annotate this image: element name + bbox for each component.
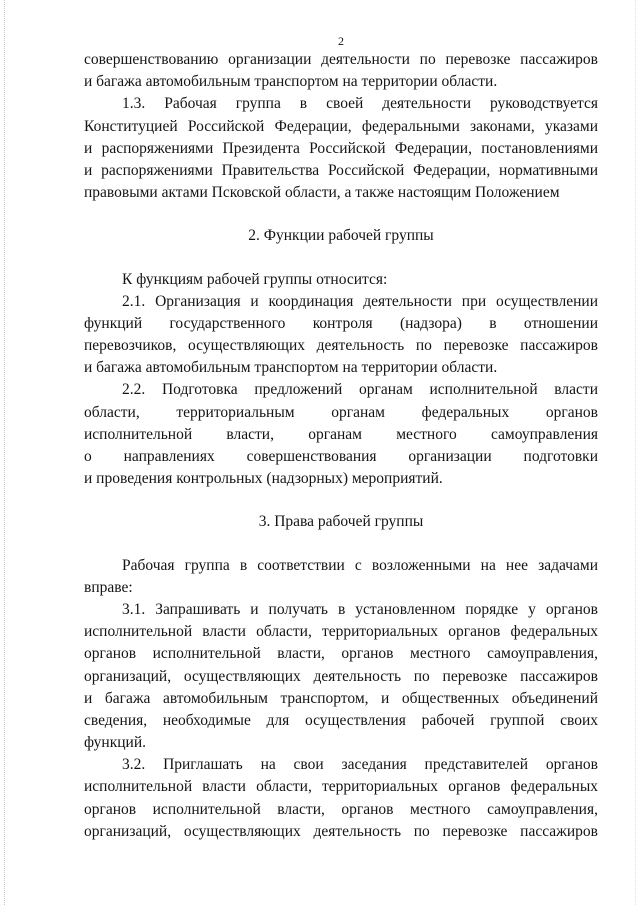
- scan-edge-right: [635, 0, 636, 905]
- text-line: и распоряжениями Президента Российской Федерации, постановлениями: [84, 139, 598, 157]
- text-line: исполнительной власти, органам местного самоуправления: [84, 425, 598, 443]
- text-line: и багажа автомобильным транспортом на территории области.: [84, 73, 498, 91]
- paragraph: [84, 269, 598, 291]
- text-line: исполнительной власти области, территориальных органов федеральных: [84, 623, 598, 641]
- section-heading: 2. Функции рабочей группы: [248, 227, 434, 245]
- page-number: 2: [338, 34, 344, 48]
- paragraph: [84, 93, 598, 204]
- text-line: и багажа автомобильным транспортом, и общественных объединений: [84, 689, 598, 707]
- paragraph: [84, 49, 598, 93]
- text-line: функций.: [84, 734, 146, 752]
- text-line: совершенствованию организации деятельности по перевозке пассажиров: [84, 51, 598, 68]
- text-line: организаций, осуществляющих деятельность по перевозке пассажиров: [84, 822, 598, 840]
- text-line: области, территориальным органам федеральных органов: [84, 403, 598, 421]
- paragraph: [84, 754, 598, 843]
- text-line: функций государственного контроля (надзора) в отношении: [84, 314, 598, 332]
- document-body: [84, 49, 598, 843]
- text-line: организаций, осуществляющих деятельность по перевозке пассажиров: [84, 667, 598, 685]
- text-line: органов исполнительной власти, органов местного самоуправления,: [84, 800, 598, 818]
- scan-edge-left: [4, 0, 5, 905]
- text-line: о направлениях совершенствования организации подготовки: [84, 448, 598, 465]
- text-line: и распоряжениями Правительства Российской Федерации, нормативными: [84, 161, 598, 179]
- text-line: органов исполнительной власти, органов местного самоуправления,: [84, 645, 598, 663]
- section-heading: 3. Права рабочей группы: [258, 513, 424, 531]
- text-line: и проведения контрольных (надзорных) мероприятий.: [84, 470, 443, 488]
- text-line: исполнительной власти области, территориальных органов федеральных: [84, 778, 598, 796]
- text-line: 3.1. Запрашивать и получать в установленном порядке у органов: [122, 600, 598, 618]
- text-line: правовыми актами Псковской области, а также настоящим Положением: [84, 184, 560, 202]
- text-line: сведения, необходимые для осуществления рабочей группой своих: [84, 711, 598, 729]
- paragraph: [84, 291, 598, 380]
- paragraph: [84, 379, 598, 490]
- text-line: 2.2. Подготовка предложений органам исполнительной власти: [122, 381, 598, 399]
- text-line: Конституцией Российской Федерации, федеральными законами, указами: [84, 117, 598, 135]
- text-line: К функциям рабочей группы относится:: [122, 270, 388, 288]
- text-line: 2.1. Организация и координация деятельности при осуществлении: [122, 292, 598, 310]
- text-line: перевозчиков, осуществляющих деятельность по перевозке пассажиров: [84, 337, 598, 355]
- paragraph: [84, 555, 598, 599]
- text-line: Рабочая группа в соответствии с возложенными на нее задачами: [122, 556, 598, 574]
- text-line: 3.2. Приглашать на свои заседания представителей органов: [122, 756, 598, 774]
- text-line: вправе:: [84, 578, 133, 596]
- text-line: 1.3. Рабочая группа в своей деятельности руководствуется: [122, 95, 598, 113]
- paragraph: [84, 599, 598, 754]
- text-line: и багажа автомобильным транспортом на территории области.: [84, 359, 498, 377]
